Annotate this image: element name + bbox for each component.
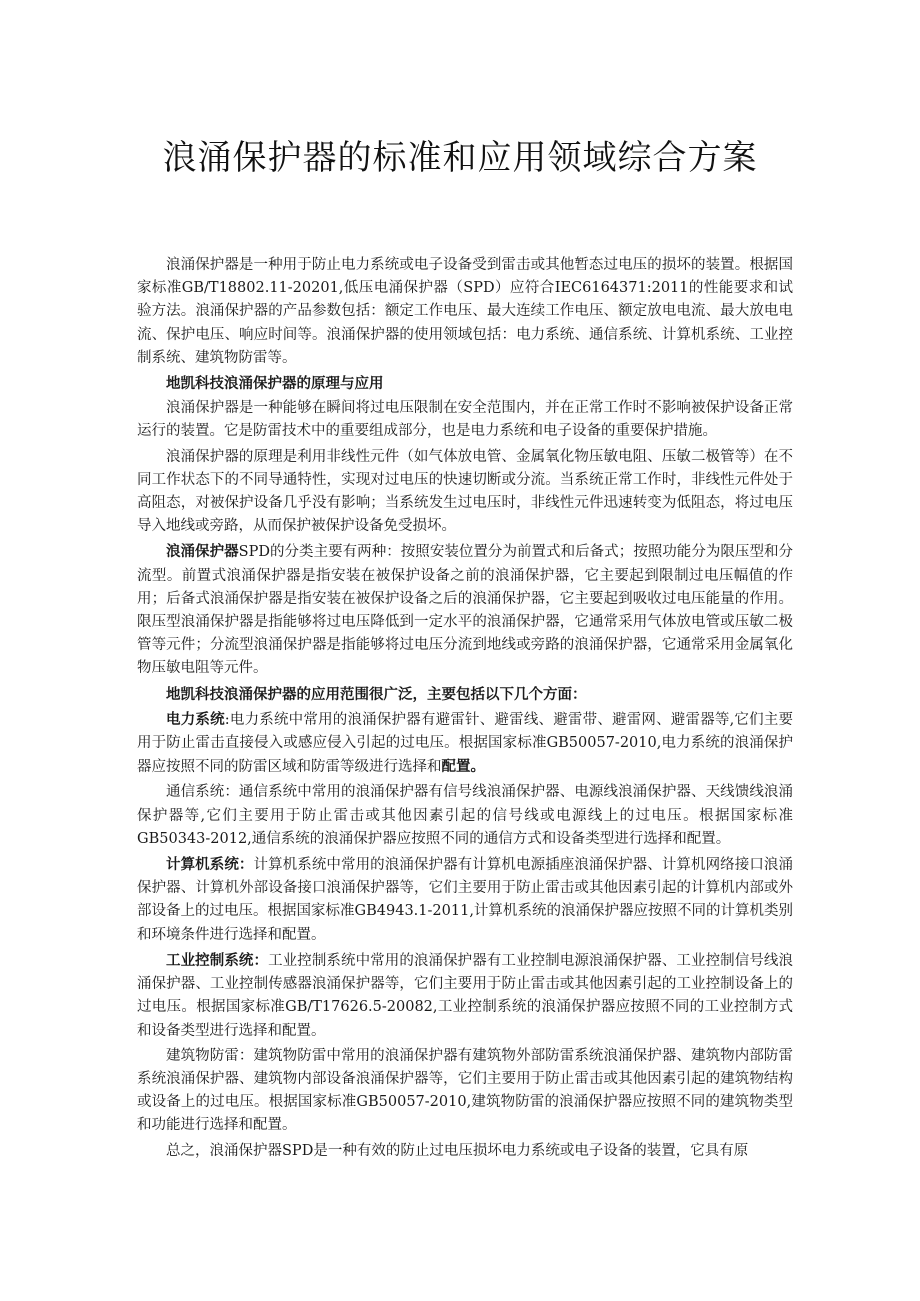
paragraph-industrial-control [137, 949, 793, 1043]
page-title: 浪涌保护器的标准和应用领域综合方案 [162, 138, 758, 178]
computer-system-text: 计算机系统中常用的浪涌保护器有计算机电源插座浪涌保护器、计算机网络接口浪涌保护器、计算机外部设备接口浪涌保护器等，它们主要用于防止雷击或其他因素引起的计算机内部或外部设备上的过电压。根据国家标准GB4943.1-2011,计算机系统的浪涌保护器应按照不同的计算机类别和环境条件进行选择和配置。 [137, 857, 793, 943]
paragraph-building-lightning: 建筑物防雷：建筑物防雷中常用的浪涌保护器有建筑物外部防雷系统浪涌保护器、建筑物内部防雷系统浪涌保护器、建筑物内部设备浪涌保护器等，它们主要用于防止雷击或其他因素引起的建筑物结构或设备上的过电压。根据国家标准GB50057-2010,建筑物防雷的浪涌保护器应按照不同的建筑物类型和功能进行选择和配置。 [137, 1047, 793, 1134]
computer-system-lead: 计算机系统： [166, 856, 254, 874]
paragraph-intro: 浪涌保护器是一种用于防止电力系统或电子设备受到雷击或其他暂态过电压的损坏的装置。根据国家标准GB/T18802.11-20201,低压电涌保护器（SPD）应符合IEC6164371:2011的性能要求和试验方法。浪涌保护器的产品参数包括：额定工作电压、最大连续工作电压、额定放电电流、最大放电电流、保护电压、响应时间等。浪涌保护器的使用领域包括：电力系统、通信系统、计算机系统、工业控制系统、建筑物防雷等。 [137, 257, 793, 366]
paragraph-principle: 浪涌保护器的原理是利用非线性元件（如气体放电管、金属氧化物压敏电阻、压敏二极管等）在不同工作状态下的不同导通特性，实现对过电压的快速切断或分流。当系统正常工作时，非线性元件处于高阻态，对被保护设备几乎没有影响；当系统发生过电压时，非线性元件迅速转变为低阻态，将过电压导入地线或旁路，从而保护被保护设备免受损坏。 [137, 448, 793, 535]
paragraph-conclusion: 总之，浪涌保护器SPD是一种有效的防止过电压损坏电力系统或电子设备的装置，它具有原 [166, 1142, 749, 1159]
paragraph-computer-system [137, 853, 793, 947]
power-system-text: :电力系统中常用的浪涌保护器有避雷针、避雷线、避雷带、避雷网、避雷器等,它们主要用于防止雷击直接侵入或感应侵入引起的过电压。根据国家标准GB50057-2010,电力系统的浪涌保护器应按照不同的防雷区域和防雷等级进行选择和 [137, 711, 793, 776]
power-system-lead: 电力系统 [166, 710, 225, 728]
classification-lead: 浪涌保护器 [166, 543, 239, 561]
section-heading-applications: 地凯科技浪涌保护器的应用范围很广泛，主要包括以下几个方面： [166, 685, 587, 703]
paragraph-definition: 浪涌保护器是一种能够在瞬间将过电压限制在安全范围内，并在正常工作时不影响被保护设备正常运行的装置。它是防雷技术中的重要组成部分，也是电力系统和电子设备的重要保护措施。 [137, 400, 793, 440]
paragraph-power-system [137, 708, 793, 780]
paragraph-classification [137, 540, 793, 680]
industrial-control-text: 工业控制系统中常用的浪涌保护器有工业控制电源浪涌保护器、工业控制信号线浪涌保护器、工业控制传感器浪涌保护器等，它们主要用于防止雷击或其他因素引起的工业控制设备上的过电压。根据国家标准GB/T17626.5-20082,工业控制系统的浪涌保护器应按照不同的工业控制方式和设备类型进行选择和配置。 [137, 952, 794, 1039]
paragraph-communication-system: 通信系统：通信系统中常用的浪涌保护器有信号线浪涌保护器、电源线浪涌保护器、天线馈线浪涌保护器等,它们主要用于防止雷击或其他因素引起的信号线或电源线上的过电压。根据国家标准GB50343-2012,通信系统的浪涌保护器应按照不同的通信方式和设备类型进行选择和配置。 [137, 784, 793, 847]
document-body [137, 254, 793, 1165]
section-heading-principle: 地凯科技浪涌保护器的原理与应用 [166, 375, 384, 393]
power-system-tail: 配置。 [441, 758, 485, 776]
classification-text: SPD的分类主要有两种：按照安装位置分为前置式和后备式；按照功能分为限压型和分流型。前置式浪涌保护器是指安装在被保护设备之前的浪涌保护器，它主要起到限制过电压幅值的作用；后备式浪涌保护器是指安装在被保护设备之后的浪涌保护器，它主要起到吸收过电压能量的作用。限压型浪涌保护器是指能够将过电压降低到一定水平的浪涌保护器，它通常采用气体放电管或压敏二极管等元件；分流型浪涌保护器是指能够将过电压分流到地线或旁路的浪涌保护器，它通常采用金属氧化物压敏电阻等元件。 [137, 544, 794, 677]
industrial-control-lead: 工业控制系统： [166, 951, 269, 969]
